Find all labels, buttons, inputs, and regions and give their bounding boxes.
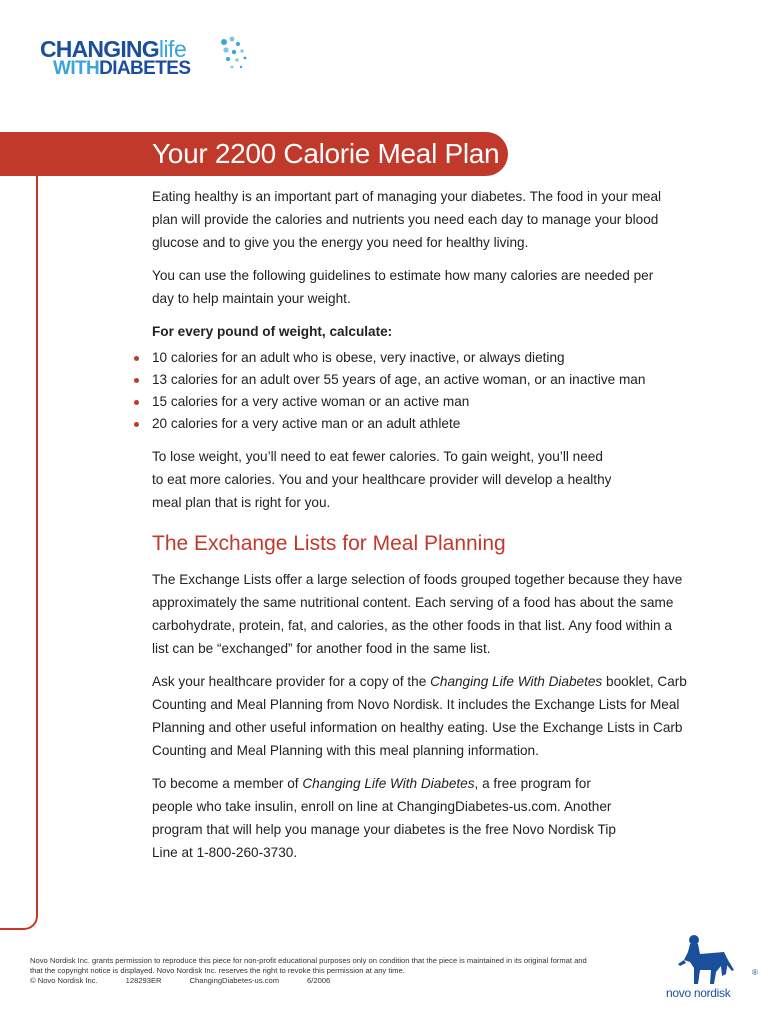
section-heading: The Exchange Lists for Meal Planning	[152, 532, 506, 555]
weight-paragraph: To lose weight, you’ll need to eat fewer calories. To gain weight, you’ll need to eat more calories. You and your healthcare provider will develop a healthy meal plan that is right for you.	[152, 449, 612, 510]
footer	[30, 956, 590, 986]
exchange-paragraph: The Exchange Lists offer a large selection of foods grouped together because they have approximately the same nutritional content. Each serving of a food has about the same carbohydrate, protein, fat, and calories, as the other foods in that list. Any food within a list can be “exchanged” for another food in the same list.	[152, 572, 683, 656]
intro-paragraph-1: Eating healthy is an important part of managing your diabetes. The food in your meal plan will provide the calories and nutrients you need each day to manage your blood glucose and to give you the energy you need for healthy living.	[152, 189, 662, 250]
main-content	[152, 185, 687, 874]
footer-site: ChangingDiabetes-us.com	[189, 976, 280, 985]
intro-paragraph-2: You can use the following guidelines to estimate how many calories are needed per day to help maintain your weight.	[152, 268, 654, 306]
list-item: 20 calories for a very active man or an adult athlete	[152, 413, 672, 435]
ask-text-italic: Changing Life With Diabetes	[430, 674, 603, 689]
member-text-after: , a free program for people who take insulin, enroll on line at ChangingDiabetes-us.com. Another program that will help you manage your diabetes is the free Novo Nordisk Tip Line at 1-800-260-3730.	[152, 776, 616, 860]
member-text-italic: Changing Life With Diabetes	[302, 776, 475, 791]
footer-copyright: © Novo Nordisk Inc.	[30, 976, 98, 985]
logo-with-text: WITH	[53, 58, 100, 79]
registered-mark: ®	[752, 968, 758, 977]
left-frame-border	[0, 134, 38, 930]
calc-heading: For every pound of weight, calculate:	[152, 324, 393, 339]
list-item: 13 calories for an adult over 55 years of age, an active woman, or an inactive man	[152, 369, 672, 391]
page-title: Your 2200 Calorie Meal Plan	[152, 138, 500, 169]
logo-line-2	[53, 60, 190, 78]
logo-dots-icon	[218, 34, 258, 78]
novo-nordisk-wordmark: novo nordisk	[666, 986, 731, 1000]
logo-changing-text: CHANGING	[40, 36, 159, 62]
calorie-bullet-list	[152, 347, 672, 435]
member-text-before: To become a member of	[152, 776, 303, 791]
footer-credits	[30, 976, 590, 986]
footer-date: 6/2006	[307, 976, 331, 985]
logo-diabetes-text: DIABETES	[99, 58, 191, 79]
ask-text-after: booklet, Carb Counting and Meal Planning from Novo Nordisk. It includes the Exchange Lists for Meal Planning and other useful information on healthy eating. Use the Exchange Lists in Carb Counting and Meal Planning with this meal planning information.	[152, 674, 687, 758]
ask-paragraph	[152, 670, 692, 762]
footer-code: 128293ER	[125, 976, 162, 985]
member-paragraph	[152, 772, 632, 864]
ask-text-before: Ask your healthcare provider for a copy of the	[152, 674, 431, 689]
list-item: 10 calories for an adult who is obese, very inactive, or always dieting	[152, 347, 672, 369]
changing-life-logo	[40, 38, 190, 78]
logo-line-1	[40, 38, 190, 60]
footer-permission: Novo Nordisk Inc. grants permission to reproduce this piece for non-profit educational purposes only on condition that the piece is maintained in its original format and that the copyright notice is displayed. Novo Nordisk Inc. reserves the right to revoke this permission at any time.	[30, 956, 587, 975]
logo-life-text: life	[158, 36, 187, 62]
list-item: 15 calories for a very active woman or an active man	[152, 391, 672, 413]
